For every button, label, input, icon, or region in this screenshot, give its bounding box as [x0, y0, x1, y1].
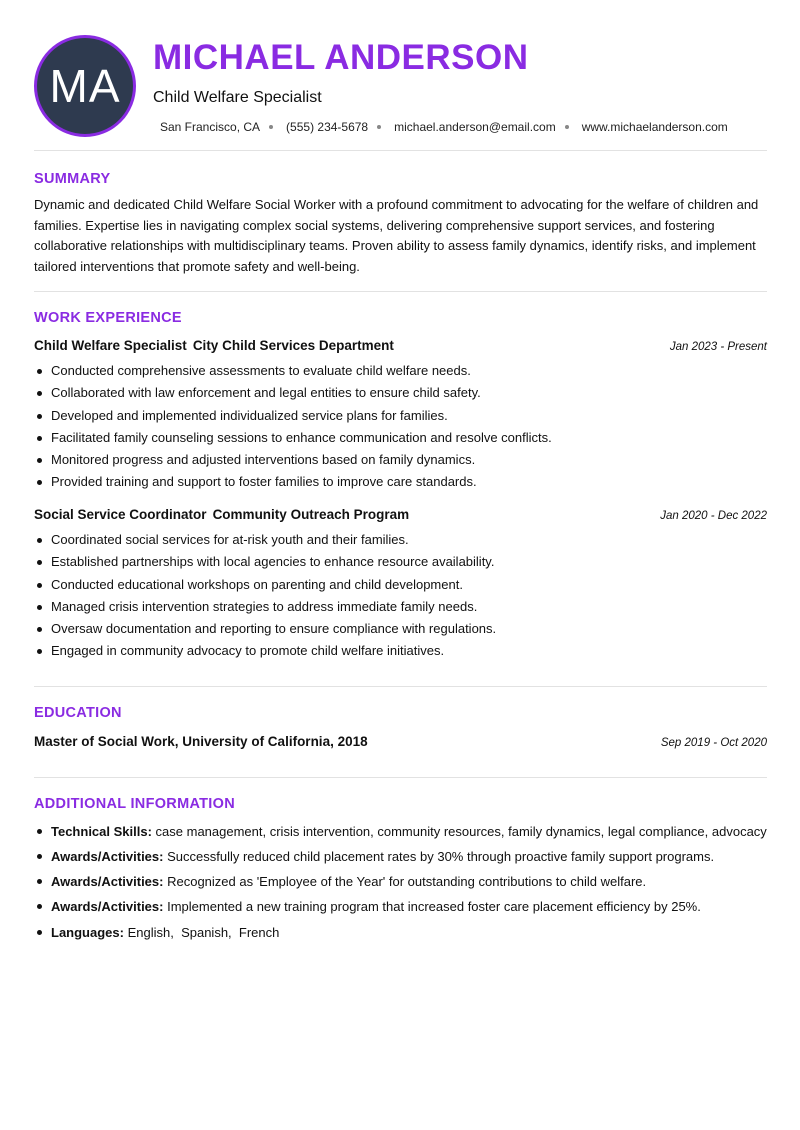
separator-dot — [377, 125, 381, 129]
list-item — [34, 822, 767, 841]
list-item — [34, 923, 767, 942]
item-label: Awards/Activities: — [51, 899, 164, 914]
item-label: Awards/Activities: — [51, 874, 164, 889]
contact-bar — [160, 120, 728, 134]
contact-location: San Francisco, CA — [160, 120, 261, 134]
job-company: Community Outreach Program — [212, 507, 410, 522]
item-label: Awards/Activities: — [51, 849, 164, 864]
summary-text: Dynamic and dedicated Child Welfare Social Worker with a profound commitment to advocating for the welfare of children and families. Expertise lies in navigating complex social systems, delivering comprehensive support services, and fostering collaborative relationships with multidisciplinary teams. Proven ability to assess family dynamics, identify risks, and implement tailored interventions that promote safety and well-being. — [34, 197, 759, 274]
experience-heading: WORK EXPERIENCE — [34, 310, 182, 326]
additional-heading: ADDITIONAL INFORMATION — [34, 796, 235, 812]
contact-email[interactable]: michael.anderson@email.com — [394, 120, 556, 134]
separator-dot — [269, 125, 273, 129]
list-item: Monitored progress and adjusted interventions based on family dynamics. — [34, 449, 767, 471]
divider — [34, 150, 767, 151]
list-item: Conducted educational workshops on parenting and child development. — [34, 574, 767, 596]
candidate-name: MICHAEL ANDERSON — [153, 38, 529, 77]
list-item: Provided training and support to foster families to improve care standards. — [34, 471, 767, 493]
list-item: Collaborated with law enforcement and legal entities to ensure child safety. — [34, 382, 767, 404]
divider — [34, 291, 767, 292]
list-item: Developed and implemented individualized service plans for families. — [34, 405, 767, 427]
job-dates: Jan 2020 - Dec 2022 — [660, 510, 767, 522]
additional-list — [34, 822, 767, 942]
list-item: Oversaw documentation and reporting to ensure compliance with regulations. — [34, 618, 767, 640]
item-text: Implemented a new training program that increased foster care placement efficiency by 25%. — [167, 899, 701, 914]
candidate-role: Child Welfare Specialist — [153, 89, 322, 106]
job-bullets — [34, 360, 767, 494]
list-item: Engaged in community advocacy to promote child welfare initiatives. — [34, 640, 767, 662]
job-header — [34, 507, 767, 522]
list-item: Managed crisis intervention strategies to address immediate family needs. — [34, 596, 767, 618]
job-bullets — [34, 529, 767, 663]
item-label: Languages: — [51, 925, 124, 940]
item-text: case management, crisis intervention, community resources, family dynamics, legal compliance, advocacy — [155, 824, 767, 839]
education-entry — [34, 734, 767, 749]
separator-dot — [565, 125, 569, 129]
job-company: City Child Services Department — [192, 338, 394, 353]
list-item — [34, 872, 767, 891]
avatar-initials: MA — [49, 60, 121, 112]
list-item: Coordinated social services for at-risk youth and their families. — [34, 529, 767, 551]
education-degree: Master of Social Work, University of California, 2018 — [34, 734, 368, 749]
item-label: Technical Skills: — [51, 824, 152, 839]
list-item: Conducted comprehensive assessments to evaluate child welfare needs. — [34, 360, 767, 382]
job-dates: Jan 2023 - Present — [669, 341, 767, 353]
divider — [34, 777, 767, 778]
contact-website[interactable]: www.michaelanderson.com — [581, 120, 728, 134]
list-item — [34, 897, 767, 916]
list-item — [34, 847, 767, 866]
list-item: Facilitated family counseling sessions to enhance communication and resolve conflicts. — [34, 427, 767, 449]
education-dates: Sep 2019 - Oct 2020 — [660, 737, 767, 749]
job-title — [34, 338, 394, 353]
summary-heading: SUMMARY — [34, 171, 111, 187]
job-title — [34, 507, 409, 522]
contact-phone: (555) 234-5678 — [286, 120, 369, 134]
divider — [34, 686, 767, 687]
avatar — [34, 35, 136, 137]
job-position: Social Service Coordinator — [34, 507, 207, 522]
item-text: Successfully reduced child placement rates by 30% through proactive family support programs. — [167, 849, 715, 864]
education-heading: EDUCATION — [34, 705, 122, 721]
item-text: Recognized as 'Employee of the Year' for outstanding contributions to child welfare. — [167, 874, 647, 889]
job-position: Child Welfare Specialist — [34, 338, 187, 353]
list-item: Established partnerships with local agencies to enhance resource availability. — [34, 551, 767, 573]
item-text: English, Spanish, French — [127, 925, 280, 940]
job-header — [34, 338, 767, 353]
